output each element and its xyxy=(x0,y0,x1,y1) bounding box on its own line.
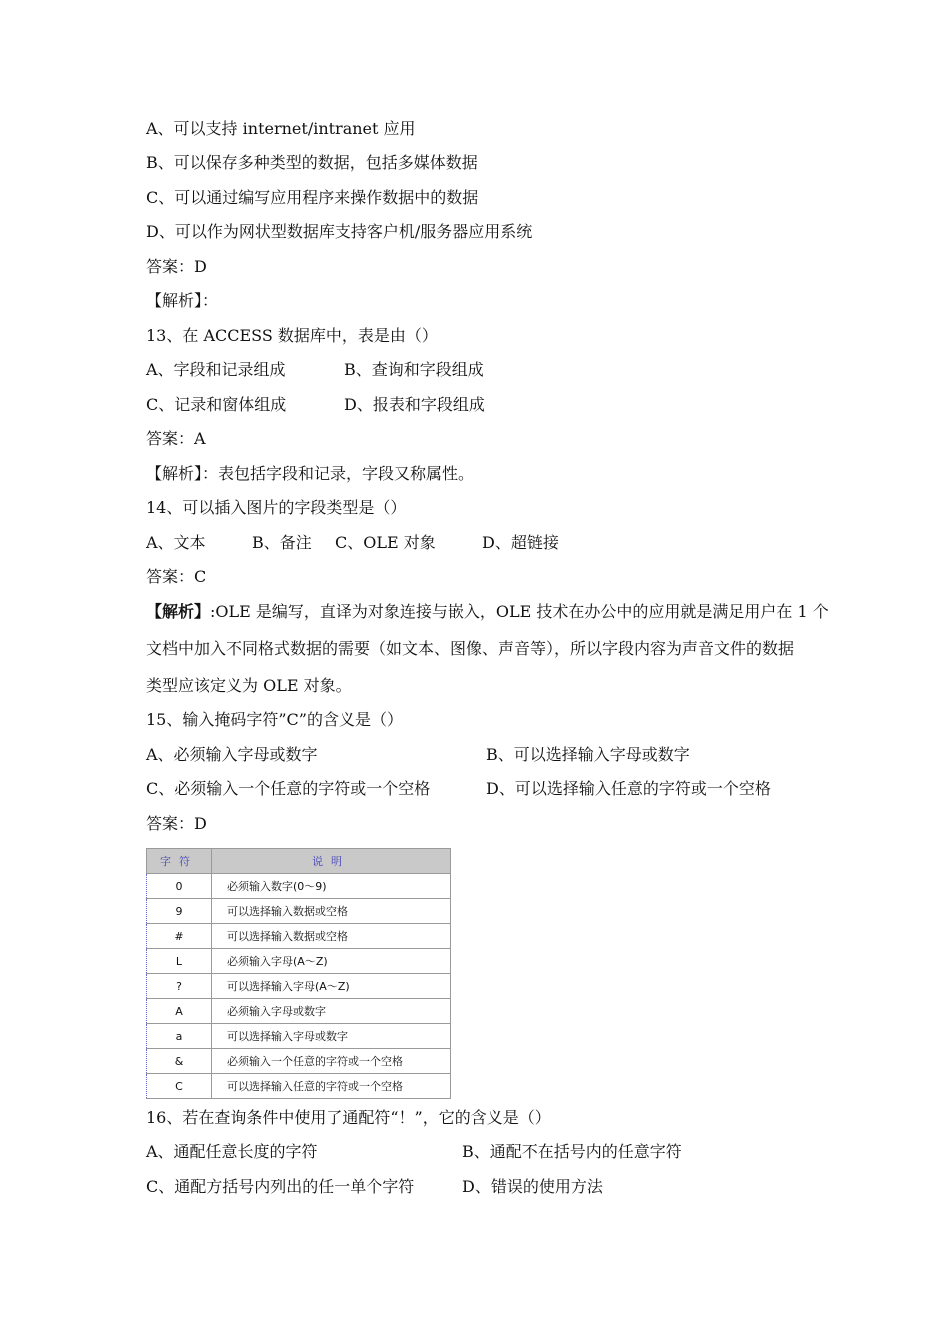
input-mask-table xyxy=(146,848,451,1099)
mask-desc: 必须输入字母或数字 xyxy=(212,999,451,1024)
q14-analysis-line-3: 类型应该定义为 OLE 对象。 xyxy=(146,676,352,695)
table-header-row xyxy=(147,849,451,874)
q13-question: 13、在 ACCESS 数据库中，表是由（） xyxy=(146,326,438,345)
q13-analysis-label: 【解析】 xyxy=(146,464,203,483)
table-row xyxy=(147,1074,451,1099)
mask-desc: 可以选择输入数据或空格 xyxy=(212,899,451,924)
q13-analysis-text: ：表包括字段和记录，字段又称属性。 xyxy=(202,464,475,483)
q14-answer: 答案：C xyxy=(146,567,207,586)
q15-option-d: D、可以选择输入任意的字符或一个空格 xyxy=(486,779,771,798)
table-row xyxy=(147,1024,451,1049)
q14-question: 14、可以插入图片的字段类型是（） xyxy=(146,498,407,517)
mask-char: A xyxy=(147,999,212,1024)
q12-answer: 答案：D xyxy=(146,257,207,276)
table-row xyxy=(147,974,451,999)
mask-desc: 必须输入字母(A～Z) xyxy=(212,949,451,974)
q15-option-b: B、可以选择输入字母或数字 xyxy=(486,745,690,764)
q15-option-c: C、必须输入一个任意的字符或一个空格 xyxy=(146,779,431,798)
q13-option-d: D、报表和字段组成 xyxy=(344,395,485,414)
q15-option-a: A、必须输入字母或数字 xyxy=(146,745,318,764)
mask-char: a xyxy=(147,1024,212,1049)
q13-analysis xyxy=(146,464,474,484)
q13-option-c: C、记录和窗体组成 xyxy=(146,395,287,414)
mask-char: # xyxy=(147,924,212,949)
mask-char: C xyxy=(147,1074,212,1099)
mask-char: 9 xyxy=(147,899,212,924)
q16-question: 16、若在查询条件中使用了通配符“！”，它的含义是（） xyxy=(146,1108,551,1127)
q14-analysis-line-2: 文档中加入不同格式数据的需要（如文本、图像、声音等），所以字段内容为声音文件的数据 xyxy=(146,639,795,658)
q16-option-b: B、通配不在括号内的任意字符 xyxy=(462,1142,682,1161)
q15-answer: 答案：D xyxy=(146,814,207,833)
q14-analysis-text-1: :OLE 是编写，直译为对象连接与嵌入，OLE 技术在办公中的应用就是满足用户在 1 个 xyxy=(210,602,829,621)
q12-option-c: C、可以通过编写应用程序来操作数据中的数据 xyxy=(146,188,479,207)
q13-option-b: B、查询和字段组成 xyxy=(344,360,484,379)
q13-answer: 答案：A xyxy=(146,429,206,448)
mask-desc: 可以选择输入数据或空格 xyxy=(212,924,451,949)
mask-desc: 必须输入一个任意的字符或一个空格 xyxy=(212,1049,451,1074)
table-row xyxy=(147,899,451,924)
mask-char: L xyxy=(147,949,212,974)
header-char: 字符 xyxy=(147,849,212,874)
q14-analysis-label: 【解析】 xyxy=(146,602,211,621)
table-row xyxy=(147,949,451,974)
q12-option-b: B、可以保存多种类型的数据，包括多媒体数据 xyxy=(146,153,478,172)
mask-desc: 必须输入数字(0～9) xyxy=(212,874,451,899)
q13-option-a: A、字段和记录组成 xyxy=(146,360,286,379)
q15-question: 15、输入掩码字符”C”的含义是（） xyxy=(146,710,403,729)
table-row xyxy=(147,1049,451,1074)
mask-desc: 可以选择输入字母或数字 xyxy=(212,1024,451,1049)
mask-char: & xyxy=(147,1049,212,1074)
q14-analysis-line-1 xyxy=(146,602,829,622)
mask-desc: 可以选择输入任意的字符或一个空格 xyxy=(212,1074,451,1099)
header-desc: 说明 xyxy=(212,849,451,874)
mask-char: ? xyxy=(147,974,212,999)
table-row xyxy=(147,924,451,949)
q14-option-d: D、超链接 xyxy=(482,533,559,552)
q14-option-c: C、OLE 对象 xyxy=(335,533,436,552)
table-row xyxy=(147,999,451,1024)
q14-option-b: B、备注 xyxy=(252,533,312,552)
mask-char: 0 xyxy=(147,874,212,899)
table-row xyxy=(147,874,451,899)
q12-option-a: A、可以支持 internet/intranet 应用 xyxy=(146,119,416,138)
q12-analysis: 【解析】： xyxy=(146,291,219,310)
q16-option-d: D、错误的使用方法 xyxy=(462,1177,603,1196)
q12-option-d: D、可以作为网状型数据库支持客户机/服务器应用系统 xyxy=(146,222,533,241)
q16-option-a: A、通配任意长度的字符 xyxy=(146,1142,318,1161)
mask-desc: 可以选择输入字母(A～Z) xyxy=(212,974,451,999)
q14-option-a: A、文本 xyxy=(146,533,206,552)
q16-option-c: C、通配方括号内列出的任一单个字符 xyxy=(146,1177,415,1196)
